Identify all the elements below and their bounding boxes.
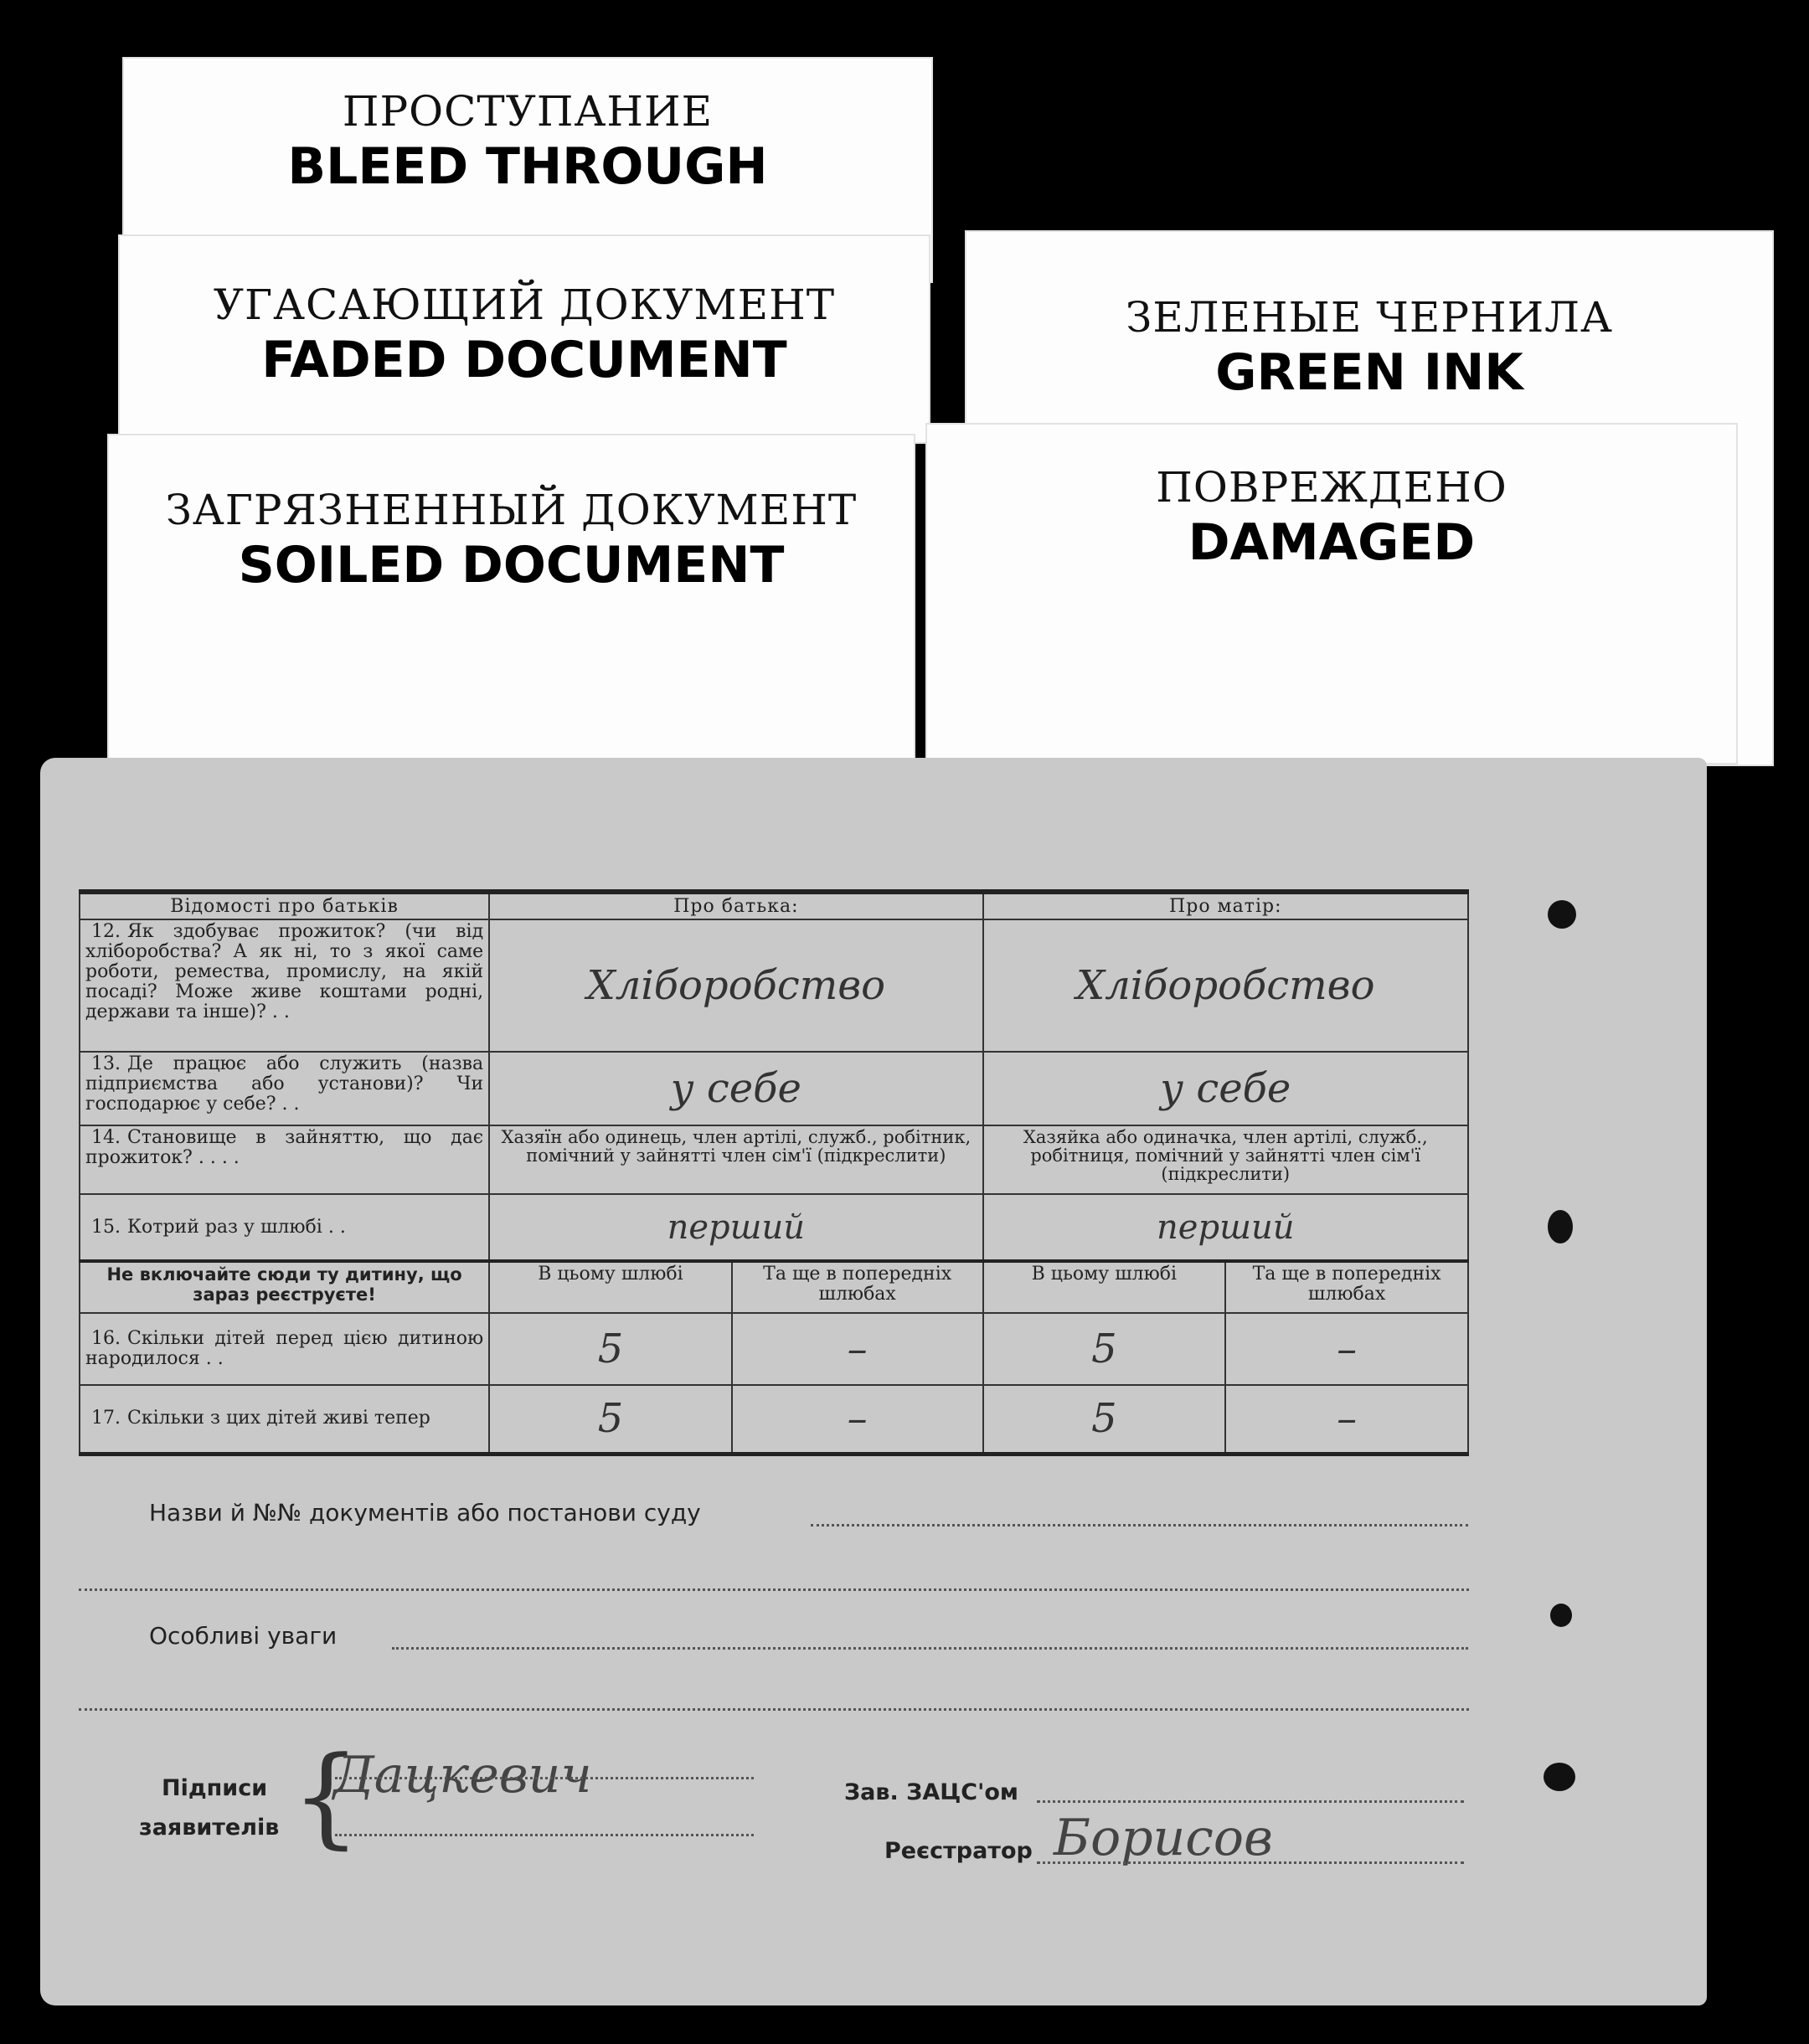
mother-this-marriage-header: В цьому шлюбі: [983, 1261, 1226, 1313]
card-ru-text: УГАСАЮЩИЙ ДОКУМЕНТ: [213, 281, 836, 329]
documents-label: Назви й №№ документів або постанови суду: [149, 1499, 701, 1527]
remarks-line: [392, 1647, 1468, 1650]
card-en-text: GREEN INK: [1215, 343, 1523, 402]
card-ru-text: ЗЕЛЕНЫЕ ЧЕРНИЛА: [1126, 293, 1613, 342]
punch-hole: [1548, 1210, 1573, 1243]
father-children-living-prev: –: [732, 1385, 983, 1454]
father-children-this: 5: [489, 1313, 732, 1385]
mother-answer: Хліборобство: [983, 919, 1468, 1052]
registrar-label: Реєстратор: [884, 1838, 1033, 1864]
table-header-row: [80, 892, 1468, 919]
card-en-text: SOILED DOCUMENT: [238, 536, 785, 595]
father-this-marriage-header: В цьому шлюбі: [489, 1261, 732, 1313]
row-number: 15.: [91, 1216, 121, 1238]
table-row: [80, 1385, 1468, 1454]
father-children-prev: –: [732, 1313, 983, 1385]
punch-hole: [1544, 1763, 1575, 1791]
card-ru-text: ПРОСТУПАНИЕ: [342, 87, 714, 136]
label-card-faded-document: [118, 234, 930, 444]
applicant-sign-line-1: [335, 1777, 754, 1779]
table-row: [80, 1125, 1468, 1194]
row-number: 17.: [91, 1408, 121, 1429]
question-text: Скільки з цих дітей живі тепер: [127, 1408, 430, 1429]
registry-head-line: [1037, 1800, 1464, 1803]
label-card-soiled-document: [107, 434, 915, 760]
father-prev-marriages-header: Та ще в попередніх шлюбах: [732, 1261, 983, 1313]
remarks-label: Особливі уваги: [149, 1622, 338, 1650]
header-father: Про батька:: [489, 892, 982, 919]
documents-line: [811, 1524, 1468, 1527]
remarks-line-2: [79, 1708, 1469, 1711]
punch-hole: [1550, 1604, 1572, 1627]
question-text: Як здобуває прожиток? (чи від хліборобства? А як ні, то з якої саме роботи, ремества, промислу, на якій посаді? Може живе коштами родні, держави та інше)? . .: [85, 921, 484, 1022]
card-en-text: FADED DOCUMENT: [261, 331, 787, 389]
registry-head-label: Зав. ЗАЦС'ом: [844, 1779, 1018, 1805]
mother-children-this: 5: [983, 1313, 1226, 1385]
header-mother: Про матір:: [983, 892, 1468, 919]
question-text: Скільки дітей перед цією дитиною народилося . .: [85, 1328, 484, 1369]
father-answer: перший: [489, 1194, 982, 1261]
registrar-signature: Борисов: [1054, 1809, 1273, 1867]
signatures-label: Підписи: [162, 1775, 268, 1801]
question-text: Становище в зайняттю, що дає прожиток? . . . .: [85, 1127, 484, 1168]
registrar-line: [1037, 1861, 1464, 1864]
mother-children-living-prev: –: [1225, 1385, 1468, 1454]
applicant-signature: Дацкевич: [333, 1746, 592, 1805]
father-answer: Хазяїн або одинець, член артілі, служб., робітник, помічний у зайнятті член сім'ї (підкреслити): [489, 1125, 982, 1194]
mother-children-living-this: 5: [983, 1385, 1226, 1454]
header-parents-info: Відомості про батьків: [80, 892, 489, 919]
mother-prev-marriages-header: Та ще в попередніх шлюбах: [1225, 1261, 1468, 1313]
card-en-text: DAMAGED: [1188, 513, 1476, 572]
question-text: Де працює або служить (назва підприємства або установи)? Чи господарює у себе? . .: [85, 1053, 484, 1115]
parents-info-table: [79, 889, 1469, 1456]
label-card-damaged: [925, 423, 1738, 765]
children-header-row: [80, 1261, 1468, 1313]
mother-answer: Хазяйка або одиначка, член артілі, служб., робітниця, помічний у зайнятті член сім'ї (підкреслити): [983, 1125, 1468, 1194]
row-number: 12.: [91, 921, 121, 942]
father-answer: Хліборобство: [489, 919, 982, 1052]
row-number: 16.: [91, 1328, 121, 1349]
table-row: [80, 1313, 1468, 1385]
mother-answer: у себе: [983, 1052, 1468, 1125]
children-exclusion-note: Не включайте сюди ту дитину, що зараз реєструєте!: [80, 1261, 489, 1313]
father-children-living-this: 5: [489, 1385, 732, 1454]
record-form-page: [40, 758, 1707, 2005]
row-number: 13.: [91, 1053, 121, 1074]
mother-answer: перший: [983, 1194, 1468, 1261]
card-ru-text: ПОВРЕЖДЕНО: [1156, 463, 1508, 512]
card-ru-text: ЗАГРЯЗНЕННЫЙ ДОКУМЕНТ: [165, 486, 858, 534]
table-row: [80, 919, 1468, 1052]
table-row: [80, 1194, 1468, 1261]
mother-children-prev: –: [1225, 1313, 1468, 1385]
documents-line-2: [79, 1588, 1469, 1591]
table-row: [80, 1052, 1468, 1125]
question-text: Котрий раз у шлюбі . .: [127, 1216, 346, 1238]
applicants-label: заявителів: [139, 1815, 280, 1841]
signature-brace: {: [291, 1733, 361, 1860]
punch-hole: [1548, 900, 1576, 929]
applicant-sign-line-2: [335, 1834, 754, 1836]
father-answer: у себе: [489, 1052, 982, 1125]
card-en-text: BLEED THROUGH: [287, 137, 768, 196]
row-number: 14.: [91, 1127, 121, 1148]
